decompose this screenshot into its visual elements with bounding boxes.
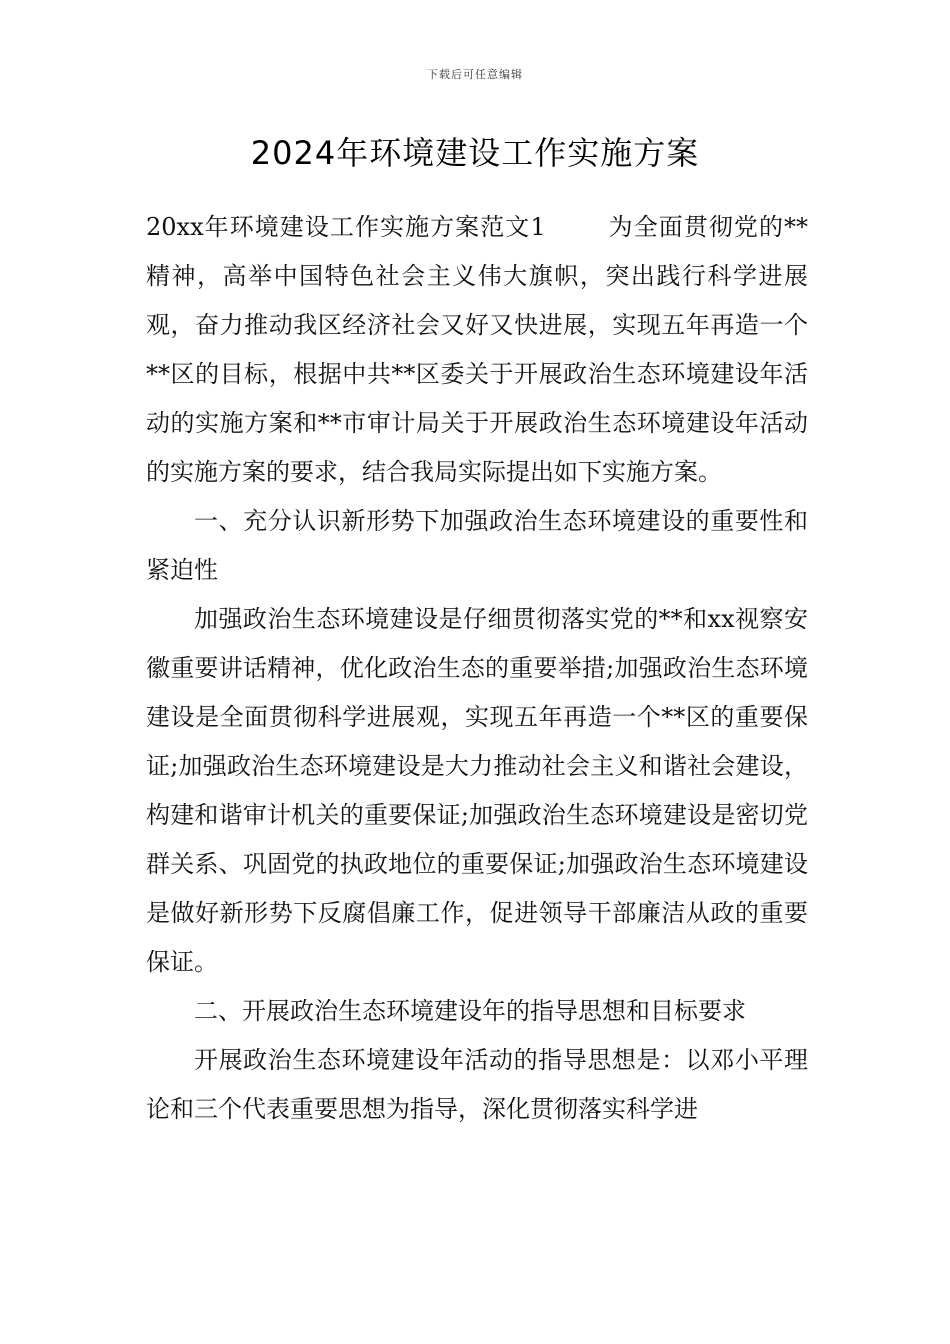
- section1-paragraph: 加强政治生态环境建设是仔细贯彻落实党的**和xx视察安徽重要讲话精神，优化政治生态的重要举措;加强政治生态环境建设是全面贯彻科学进展观，实现五年再造一个**区的重要保证;加强政治生态环境建设是大力推动社会主义和谐社会建设，构建和谐审计机关的重要保证;加强政治生态环境建设是密切党群关系、巩固党的执政地位的重要保证;加强政治生态环境建设是做好新形势下反腐倡廉工作，促进领导干部廉洁从政的重要保证。: [146, 605, 808, 976]
- intro-paragraph: [146, 203, 808, 497]
- page-title: 2024年环境建设工作实施方案: [250, 134, 700, 172]
- section2-paragraph: 开展政治生态环境建设年活动的指导思想是：以邓小平理论和三个代表重要思想为指导，深化贯彻落实科学进: [146, 1046, 808, 1123]
- header-note: 下载后可任意编辑: [427, 68, 523, 81]
- intro-text: 为全面贯彻党的**精神，高举中国特色社会主义伟大旗帜，突出践行科学进展观，奋力推动我区经济社会又好又快进展，实现五年再造一个**区的目标，根据中共**区委关于开展政治生态环境建设年活动的实施方案和**市审计局关于开展政治生态环境建设年活动的实施方案的要求，结合我局实际提出如下实施方案。: [146, 213, 808, 486]
- intro-label: 20xx年环境建设工作实施方案范文1: [146, 213, 546, 241]
- document-body: [146, 203, 808, 1134]
- section2-heading: 二、开展政治生态环境建设年的指导思想和目标要求: [194, 997, 746, 1025]
- section1-heading: 一、充分认识新形势下加强政治生态环境建设的重要性和紧迫性: [146, 507, 808, 584]
